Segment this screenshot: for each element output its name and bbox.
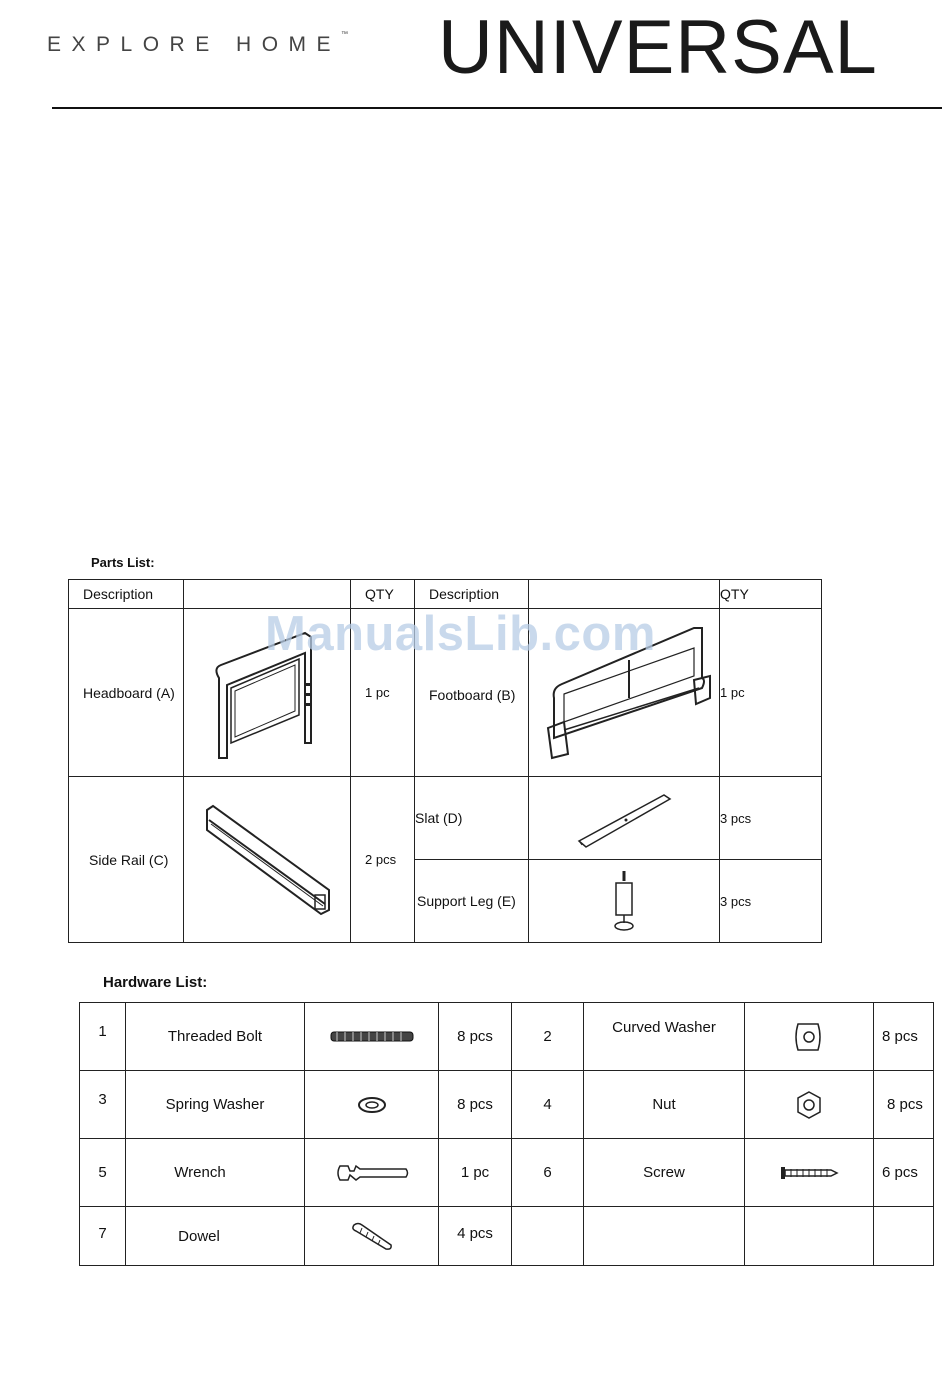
hardware-qty: 8 pcs — [439, 1003, 512, 1071]
parts-header-qty-1: QTY — [351, 580, 415, 609]
hardware-number: 7 — [80, 1207, 126, 1266]
hardware-name: Curved Washer — [584, 1003, 745, 1071]
support-leg-illustration-icon — [529, 860, 720, 943]
part-description: Headboard (A) — [69, 609, 184, 777]
part-description: Footboard (B) — [415, 609, 529, 777]
parts-header-qty-2: QTY — [720, 580, 822, 609]
parts-header-description-2: Description — [415, 580, 529, 609]
dowel-illustration-icon — [305, 1207, 439, 1266]
wrench-illustration-icon — [305, 1139, 439, 1207]
part-description: Side Rail (C) — [69, 777, 184, 943]
curved-washer-illustration-icon — [745, 1003, 874, 1071]
header-divider — [52, 107, 942, 109]
hardware-number: 3 — [80, 1071, 126, 1139]
parts-list-title: Parts List: — [91, 555, 155, 570]
headboard-illustration-icon — [184, 609, 351, 777]
hardware-name: Threaded Bolt — [126, 1003, 305, 1071]
hardware-number: 2 — [512, 1003, 584, 1071]
hardware-qty: 1 pc — [439, 1139, 512, 1207]
hardware-table — [79, 1002, 934, 1266]
watermark: ManualsLib.com — [265, 607, 656, 661]
hardware-list-title: Hardware List: — [103, 974, 208, 991]
part-qty: 1 pc — [351, 609, 415, 777]
spring-washer-illustration-icon — [305, 1071, 439, 1139]
part-description: Slat (D) — [415, 777, 529, 860]
hardware-name: Dowel — [126, 1207, 305, 1266]
hardware-qty: 8 pcs — [874, 1071, 934, 1139]
slat-illustration-icon — [529, 777, 720, 860]
parts-header-image-2 — [529, 580, 720, 609]
hardware-row — [80, 1003, 934, 1071]
brand-universal: UNIVERSAL — [438, 5, 878, 90]
parts-header-row — [69, 580, 822, 609]
hardware-empty-cell — [874, 1207, 934, 1266]
part-qty: 3 pcs — [720, 777, 822, 860]
hardware-empty-cell — [745, 1207, 874, 1266]
part-qty: 1 pc — [720, 609, 822, 777]
hardware-number: 6 — [512, 1139, 584, 1207]
part-qty: 2 pcs — [351, 777, 415, 943]
hardware-name: Wrench — [126, 1139, 305, 1207]
hardware-empty-cell — [584, 1207, 745, 1266]
parts-row — [69, 777, 822, 860]
hardware-number: 5 — [80, 1139, 126, 1207]
hardware-qty: 4 pcs — [439, 1207, 512, 1266]
hardware-name: Spring Washer — [126, 1071, 305, 1139]
parts-header-description-1: Description — [69, 580, 184, 609]
hardware-name: Screw — [584, 1139, 745, 1207]
hardware-empty-cell — [512, 1207, 584, 1266]
brand-explore-home: EXPLORE HOME™ — [47, 31, 349, 56]
parts-row — [69, 609, 822, 777]
hardware-name: Nut — [584, 1071, 745, 1139]
parts-header-image-1 — [184, 580, 351, 609]
hardware-row — [80, 1139, 934, 1207]
threaded-bolt-illustration-icon — [305, 1003, 439, 1071]
nut-illustration-icon — [745, 1071, 874, 1139]
hardware-qty: 6 pcs — [874, 1139, 934, 1207]
hardware-qty: 8 pcs — [439, 1071, 512, 1139]
part-description: Support Leg (E) — [415, 860, 529, 943]
parts-table — [68, 579, 822, 943]
side-rail-illustration-icon — [184, 777, 351, 943]
part-qty: 3 pcs — [720, 860, 822, 943]
hardware-number: 4 — [512, 1071, 584, 1139]
hardware-row — [80, 1071, 934, 1139]
footboard-illustration-icon — [529, 609, 720, 777]
screw-illustration-icon — [745, 1139, 874, 1207]
hardware-row — [80, 1207, 934, 1266]
hardware-qty: 8 pcs — [874, 1003, 934, 1071]
hardware-number: 1 — [80, 1003, 126, 1071]
